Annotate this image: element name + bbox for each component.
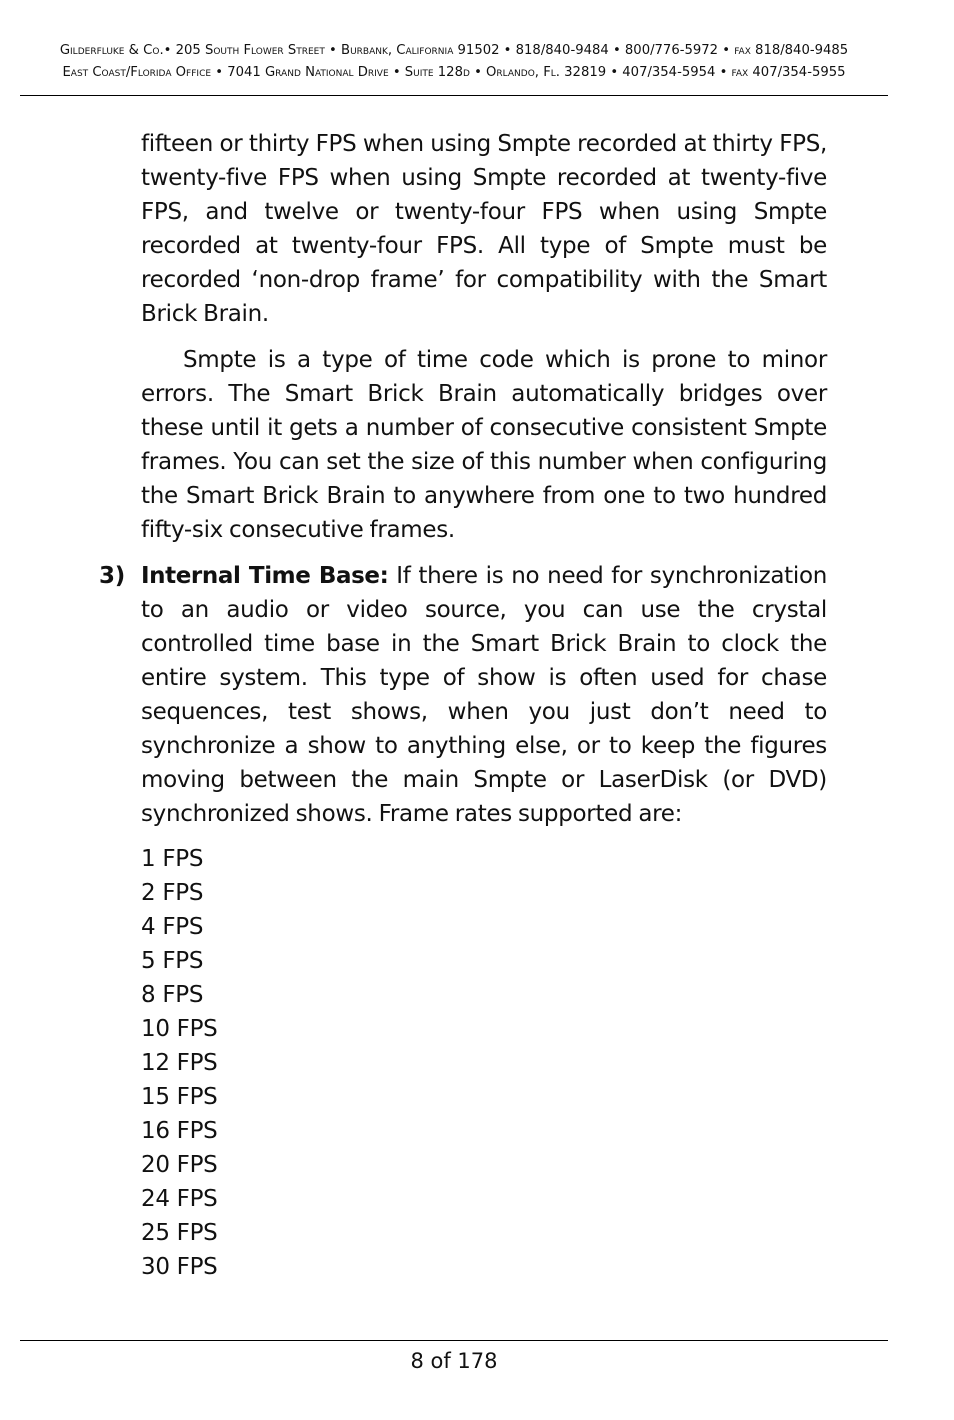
list-item: 5 FPS <box>141 948 204 974</box>
list-item: 30 FPS <box>141 1254 218 1280</box>
paragraph-smpte-errors: Smpte is a type of time code which is prone to minor errors. The Smart Brick Brain automatically bridges over these until it gets a number of consecutive consistent Smpte frames. You can set the size of this number when configuring the Smart Brick Brain to anywhere from one to two hundred fifty-six consecutive frames. <box>141 347 827 543</box>
list-item: 15 FPS <box>141 1084 218 1110</box>
list-item: 16 FPS <box>141 1118 218 1144</box>
item-text: If there is no need for synchronization to an audio or video source, you can use the crystal controlled time base in the Smart Brick Brain to clock the entire system. This type of show is often used for chase sequences, test shows, when you just don’t need to synchronize a show to anything else, or to keep the figures moving between the main Smpte or LaserDisk (or DVD) synchronized shows. Frame rates supported are: <box>141 563 827 827</box>
page-body <box>99 127 827 1284</box>
list-item: 2 FPS <box>141 880 204 906</box>
list-item: 10 FPS <box>141 1016 218 1042</box>
paragraph-frame-rates: fifteen or thirty FPS when using Smpte recorded at thirty FPS, twenty-five FPS when using Smpte recorded at twenty-five FPS, and twelve or twenty-four FPS when using Smpte recorded at twenty-four FPS. All type of Smpte must be recorded ‘non-drop frame’ for compatibility with the Smart Brick Brain. <box>141 131 827 327</box>
item-number: 3) <box>99 563 125 589</box>
list-item-internal-time-base <box>99 559 827 831</box>
item-paragraph <box>141 559 827 831</box>
list-item: 20 FPS <box>141 1152 218 1178</box>
list-item: 12 FPS <box>141 1050 218 1076</box>
page-header <box>20 40 888 84</box>
footer-rule <box>20 1340 888 1341</box>
list-item: 4 FPS <box>141 914 204 940</box>
header-address-line: Gilderfluke & Co.• 205 South Flower Street • Burbank, California 91502 • 818/840-9484 • 800/776-5972 • fax 818/840-9485 <box>59 43 849 58</box>
header-east-coast-line: East Coast/Florida Office • 7041 Grand National Drive • Suite 128d • Orlando, Fl. 32819 • 407/354-5954 • fax 407/354-5955 <box>62 65 846 80</box>
list-item: 25 FPS <box>141 1220 218 1246</box>
fps-list <box>141 842 827 1284</box>
item-heading: Internal Time Base: <box>141 563 389 589</box>
header-rule <box>20 95 888 96</box>
list-item: 8 FPS <box>141 982 204 1008</box>
list-item: 1 FPS <box>141 846 204 872</box>
list-item: 24 FPS <box>141 1186 218 1212</box>
page-number: 8 of 178 <box>410 1349 498 1373</box>
